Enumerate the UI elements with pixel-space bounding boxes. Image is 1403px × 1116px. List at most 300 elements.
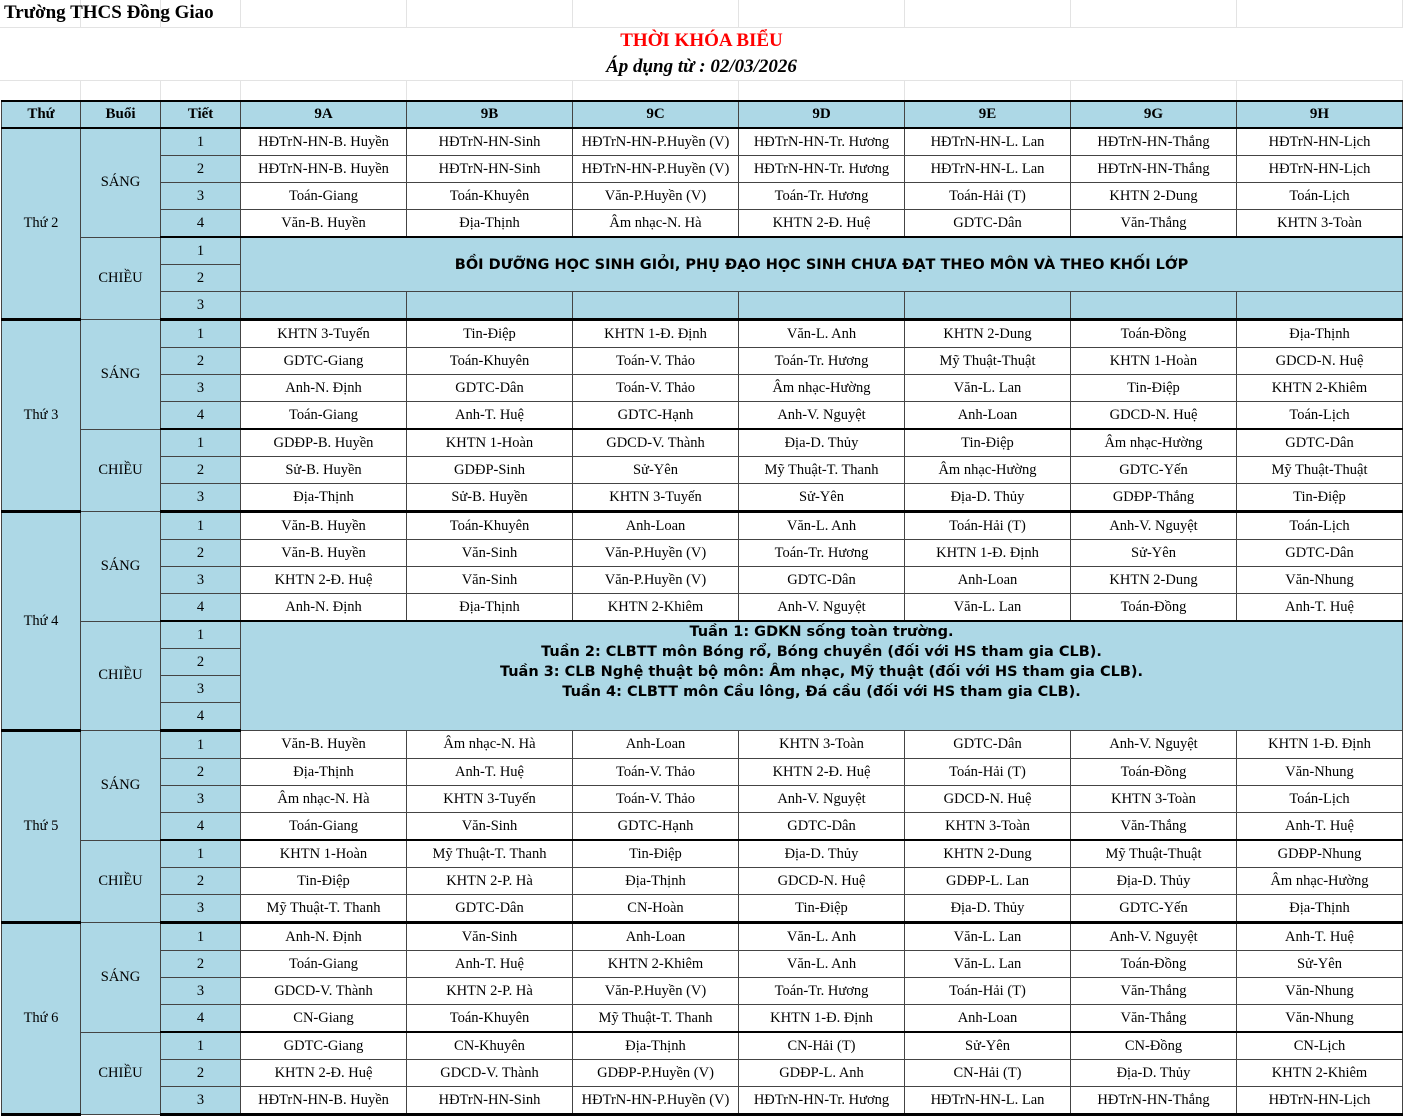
period-number: 3 xyxy=(161,786,241,813)
lesson-cell[interactable]: Anh-V. Nguyệt xyxy=(739,402,905,430)
lesson-cell[interactable]: GDTC-Hạnh xyxy=(573,813,739,841)
period-row xyxy=(2,484,1403,512)
lesson-cell[interactable]: Mỹ Thuật-T. Thanh xyxy=(241,895,407,923)
lesson-cell[interactable]: Tin-Điệp xyxy=(1237,484,1403,512)
lesson-cell[interactable]: GDĐP-Nhung xyxy=(1237,840,1403,868)
period-number: 3 xyxy=(161,1087,241,1115)
period-number: 1 xyxy=(161,1032,241,1060)
lesson-cell[interactable]: Anh-Loan xyxy=(573,512,739,540)
lesson-cell[interactable]: Toán-Giang xyxy=(241,402,407,430)
week-note: Tuần 3: CLB Nghệ thuật bộ môn: Âm nhạc, Mỹ thuật (đối với HS tham gia CLB). xyxy=(499,664,1144,680)
lesson-cell[interactable]: Tin-Điệp xyxy=(905,429,1071,457)
lesson-cell[interactable]: Địa-Thịnh xyxy=(241,484,407,512)
lesson-cell[interactable]: Văn-L. Anh xyxy=(739,320,905,348)
header-class: 9C xyxy=(573,101,739,128)
lesson-cell[interactable]: Toán-Giang xyxy=(241,813,407,841)
lesson-cell[interactable]: HĐTrN-HN-P.Huyền (V) xyxy=(573,1087,739,1115)
period-row xyxy=(2,348,1403,375)
period-row xyxy=(2,1060,1403,1087)
lesson-cell[interactable]: Tin-Điệp xyxy=(739,895,905,923)
lesson-cell[interactable]: Toán-Giang xyxy=(241,951,407,978)
lesson-cell[interactable]: GDCD-N. Huệ xyxy=(739,868,905,895)
lesson-cell[interactable]: Văn-B. Huyền xyxy=(241,512,407,540)
lesson-cell[interactable]: Địa-Thịnh xyxy=(407,210,573,238)
lesson-cell[interactable]: Địa-Thịnh xyxy=(241,759,407,786)
lesson-cell[interactable]: Toán-V. Thảo xyxy=(573,786,739,813)
lesson-cell[interactable]: Toán-Hải (T) xyxy=(905,512,1071,540)
lesson-cell[interactable]: Anh-V. Nguyệt xyxy=(739,594,905,622)
lesson-cell[interactable]: Văn-P.Huyền (V) xyxy=(573,978,739,1005)
lesson-cell[interactable]: KHTN 2-Dung xyxy=(905,840,1071,868)
session-afternoon: CHIỀU xyxy=(81,429,161,512)
lesson-cell[interactable]: GDĐP-P.Huyền (V) xyxy=(573,1060,739,1087)
header-thu: Thứ xyxy=(2,101,81,128)
lesson-cell[interactable]: Toán-Đồng xyxy=(1071,320,1237,348)
lesson-cell[interactable]: CN-Hải (T) xyxy=(739,1032,905,1060)
period-row xyxy=(2,237,1403,265)
lesson-cell[interactable]: CN-Hoàn xyxy=(573,895,739,923)
lesson-cell[interactable]: HĐTrN-HN-Tr. Hương xyxy=(739,156,905,183)
period-row xyxy=(2,1087,1403,1115)
lesson-cell[interactable]: Địa-D. Thủy xyxy=(1071,868,1237,895)
empty-cell xyxy=(407,292,573,320)
lesson-cell[interactable]: KHTN 1-Đ. Định xyxy=(905,540,1071,567)
lesson-cell[interactable]: KHTN 3-Tuyến xyxy=(573,484,739,512)
lesson-cell[interactable]: KHTN 2-Đ. Huệ xyxy=(241,567,407,594)
lesson-cell[interactable]: Toán-Hải (T) xyxy=(905,978,1071,1005)
session-afternoon: CHIỀU xyxy=(81,237,161,320)
lesson-cell[interactable]: HĐTrN-HN-Lịch xyxy=(1237,156,1403,183)
period-number: 2 xyxy=(161,348,241,375)
empty-cell xyxy=(1071,292,1237,320)
lesson-cell[interactable]: Văn-Nhung xyxy=(1237,567,1403,594)
period-number: 1 xyxy=(161,320,241,348)
lesson-cell[interactable]: GDCD-V. Thành xyxy=(573,429,739,457)
lesson-cell[interactable]: HĐTrN-HN-P.Huyền (V) xyxy=(573,128,739,156)
lesson-cell[interactable]: Anh-V. Nguyệt xyxy=(1071,923,1237,951)
period-number: 3 xyxy=(161,484,241,512)
period-row xyxy=(2,621,1403,649)
period-number: 4 xyxy=(161,594,241,622)
lesson-cell[interactable]: CN-Khuyên xyxy=(407,1032,573,1060)
lesson-cell[interactable]: KHTN 3-Toàn xyxy=(905,813,1071,841)
lesson-cell[interactable]: Anh-T. Huệ xyxy=(1237,813,1403,841)
lesson-cell[interactable]: Tin-Điệp xyxy=(1071,375,1237,402)
lesson-cell[interactable]: Địa-Thịnh xyxy=(573,1032,739,1060)
lesson-cell[interactable]: Toán-Giang xyxy=(241,183,407,210)
lesson-cell[interactable]: Sử-Yên xyxy=(1071,540,1237,567)
lesson-cell[interactable]: KHTN 2-Dung xyxy=(905,320,1071,348)
lesson-cell[interactable]: GDĐP-Sinh xyxy=(407,457,573,484)
lesson-cell[interactable]: CN-Hải (T) xyxy=(905,1060,1071,1087)
lesson-cell[interactable]: KHTN 2-Dung xyxy=(1071,183,1237,210)
lesson-cell[interactable]: KHTN 3-Tuyến xyxy=(407,786,573,813)
empty-cell xyxy=(1237,292,1403,320)
period-row xyxy=(2,813,1403,841)
empty-cell xyxy=(241,292,407,320)
lesson-cell[interactable]: Văn-B. Huyền xyxy=(241,731,407,759)
session-afternoon: CHIỀU xyxy=(81,1032,161,1115)
lesson-cell[interactable]: KHTN 2-P. Hà xyxy=(407,868,573,895)
lesson-cell[interactable]: Văn-L. Anh xyxy=(739,923,905,951)
lesson-cell[interactable]: Địa-Thịnh xyxy=(407,594,573,622)
lesson-cell[interactable]: Sử-Yên xyxy=(739,484,905,512)
lesson-cell[interactable]: Toán-Đồng xyxy=(1071,951,1237,978)
lesson-cell[interactable]: Văn-L. Anh xyxy=(739,951,905,978)
header-class: 9H xyxy=(1237,101,1403,128)
lesson-cell[interactable]: Văn-P.Huyền (V) xyxy=(573,540,739,567)
period-number: 2 xyxy=(161,265,241,292)
period-row xyxy=(2,540,1403,567)
lesson-cell[interactable]: KHTN 3-Toàn xyxy=(739,731,905,759)
period-number: 3 xyxy=(161,567,241,594)
lesson-cell[interactable]: KHTN 1-Đ. Định xyxy=(739,1005,905,1033)
lesson-cell[interactable]: Anh-Loan xyxy=(573,923,739,951)
lesson-cell[interactable]: Anh-N. Định xyxy=(241,923,407,951)
lesson-cell[interactable]: Âm nhạc-Hường xyxy=(1237,868,1403,895)
lesson-cell[interactable]: CN-Đồng xyxy=(1071,1032,1237,1060)
afternoon-notes xyxy=(241,621,1403,731)
lesson-cell[interactable]: Văn-Sinh xyxy=(407,540,573,567)
period-row xyxy=(2,1005,1403,1033)
period-number: 1 xyxy=(161,237,241,265)
lesson-cell[interactable]: Anh-T. Huệ xyxy=(1237,594,1403,622)
lesson-cell[interactable]: GDCD-V. Thành xyxy=(241,978,407,1005)
week-note: Tuần 2: CLBTT môn Bóng rổ, Bóng chuyền (đối với HS tham gia CLB). xyxy=(541,644,1102,660)
lesson-cell[interactable]: Mỹ Thuật-T. Thanh xyxy=(573,1005,739,1033)
period-number: 4 xyxy=(161,1005,241,1033)
period-number: 3 xyxy=(161,895,241,923)
lesson-cell[interactable]: Anh-Loan xyxy=(573,731,739,759)
lesson-cell[interactable]: Tin-Điệp xyxy=(573,840,739,868)
lesson-cell[interactable]: Toán-Tr. Hương xyxy=(739,540,905,567)
lesson-cell[interactable]: Anh-T. Huệ xyxy=(407,402,573,430)
lesson-cell[interactable]: KHTN 1-Hoàn xyxy=(1071,348,1237,375)
lesson-cell[interactable]: HĐTrN-HN-B. Huyền xyxy=(241,156,407,183)
lesson-cell[interactable]: GDTC-Dân xyxy=(407,895,573,923)
period-number: 2 xyxy=(161,156,241,183)
lesson-cell[interactable]: HĐTrN-HN-P.Huyền (V) xyxy=(573,156,739,183)
lesson-cell[interactable]: Âm nhạc-N. Hà xyxy=(407,731,573,759)
lesson-cell[interactable]: CN-Lịch xyxy=(1237,1032,1403,1060)
lesson-cell[interactable]: Văn-L. Lan xyxy=(905,375,1071,402)
lesson-cell[interactable]: Toán-Đồng xyxy=(1071,759,1237,786)
lesson-cell[interactable]: Văn-Nhung xyxy=(1237,759,1403,786)
lesson-cell[interactable]: HĐTrN-HN-Lịch xyxy=(1237,1087,1403,1115)
period-row xyxy=(2,840,1403,868)
lesson-cell[interactable]: Toán-Lịch xyxy=(1237,183,1403,210)
day-label: Thứ 6 xyxy=(2,923,81,1115)
lesson-cell[interactable]: Mỹ Thuật-T. Thanh xyxy=(407,840,573,868)
period-row xyxy=(2,978,1403,1005)
lesson-cell[interactable]: Văn-P.Huyền (V) xyxy=(573,183,739,210)
lesson-cell[interactable]: Toán-Tr. Hương xyxy=(739,978,905,1005)
period-row xyxy=(2,951,1403,978)
lesson-cell[interactable]: Văn-L. Lan xyxy=(905,951,1071,978)
period-number: 1 xyxy=(161,128,241,156)
period-row xyxy=(2,567,1403,594)
lesson-cell[interactable]: Anh-Loan xyxy=(905,1005,1071,1033)
lesson-cell[interactable]: KHTN 2-Đ. Huệ xyxy=(241,1060,407,1087)
lesson-cell[interactable]: Toán-V. Thảo xyxy=(573,759,739,786)
lesson-cell[interactable]: GDTC-Giang xyxy=(241,1032,407,1060)
school-name: Trường THCS Đồng Giao xyxy=(4,2,214,23)
lesson-cell[interactable]: Sử-Yên xyxy=(573,457,739,484)
header-tiet: Tiết xyxy=(161,101,241,128)
timetable-body xyxy=(2,128,1403,1115)
lesson-cell[interactable]: Toán-V. Thảo xyxy=(573,375,739,402)
lesson-cell[interactable]: KHTN 2-Đ. Huệ xyxy=(739,210,905,238)
period-row xyxy=(2,183,1403,210)
period-number: 2 xyxy=(161,457,241,484)
lesson-cell[interactable]: Âm nhạc-Hường xyxy=(739,375,905,402)
lesson-cell[interactable]: Văn-L. Lan xyxy=(905,923,1071,951)
period-number: 4 xyxy=(161,402,241,430)
lesson-cell[interactable]: Văn-L. Lan xyxy=(905,594,1071,622)
lesson-cell[interactable]: Âm nhạc-N. Hà xyxy=(573,210,739,238)
lesson-cell[interactable]: Địa-D. Thủy xyxy=(739,840,905,868)
period-row xyxy=(2,923,1403,951)
lesson-cell[interactable]: GDTC-Dân xyxy=(739,813,905,841)
lesson-cell[interactable]: Văn-Sinh xyxy=(407,567,573,594)
lesson-cell[interactable]: Sử-Yên xyxy=(1237,951,1403,978)
lesson-cell[interactable]: HĐTrN-HN-Sinh xyxy=(407,128,573,156)
period-number: 2 xyxy=(161,951,241,978)
period-number: 1 xyxy=(161,923,241,951)
lesson-cell[interactable]: HĐTrN-HN-B. Huyền xyxy=(241,128,407,156)
lesson-cell[interactable]: GDTC-Dân xyxy=(1237,429,1403,457)
lesson-cell[interactable]: Anh-Loan xyxy=(905,402,1071,430)
lesson-cell[interactable]: Anh-V. Nguyệt xyxy=(1071,731,1237,759)
lesson-cell[interactable]: GDTC-Yến xyxy=(1071,895,1237,923)
afternoon-note: BỒI DƯỠNG HỌC SINH GIỎI, PHỤ ĐẠO HỌC SINH CHƯA ĐẠT THEO MÔN VÀ THEO KHỐI LỚP xyxy=(241,237,1403,292)
period-row xyxy=(2,292,1403,320)
lesson-cell[interactable]: KHTN 3-Toàn xyxy=(1071,786,1237,813)
header-class: 9D xyxy=(739,101,905,128)
lesson-cell[interactable]: Tin-Điệp xyxy=(241,868,407,895)
period-row xyxy=(2,759,1403,786)
lesson-cell[interactable]: Văn-Thắng xyxy=(1071,813,1237,841)
lesson-cell[interactable]: CN-Giang xyxy=(241,1005,407,1033)
lesson-cell[interactable]: Toán-Khuyên xyxy=(407,348,573,375)
lesson-cell[interactable]: GDTC-Giang xyxy=(241,348,407,375)
lesson-cell[interactable]: Anh-N. Định xyxy=(241,594,407,622)
period-row xyxy=(2,786,1403,813)
lesson-cell[interactable]: HĐTrN-HN-L. Lan xyxy=(905,128,1071,156)
header-class: 9A xyxy=(241,101,407,128)
lesson-cell[interactable]: KHTN 1-Hoàn xyxy=(407,429,573,457)
period-number: 3 xyxy=(161,375,241,402)
lesson-cell[interactable]: HĐTrN-HN-L. Lan xyxy=(905,1087,1071,1115)
lesson-cell[interactable]: HĐTrN-HN-Sinh xyxy=(407,1087,573,1115)
lesson-cell[interactable]: Sử-B. Huyền xyxy=(407,484,573,512)
period-number: 1 xyxy=(161,429,241,457)
lesson-cell[interactable]: Âm nhạc-N. Hà xyxy=(241,786,407,813)
period-number: 2 xyxy=(161,540,241,567)
lesson-cell[interactable]: Văn-L. Anh xyxy=(739,512,905,540)
lesson-cell[interactable]: Mỹ Thuật-Thuật xyxy=(1237,457,1403,484)
lesson-cell[interactable]: GDCD-N. Huệ xyxy=(1071,402,1237,430)
lesson-cell[interactable]: HĐTrN-HN-Thắng xyxy=(1071,128,1237,156)
session-afternoon: CHIỀU xyxy=(81,840,161,923)
period-row xyxy=(2,895,1403,923)
lesson-cell[interactable]: Toán-Đồng xyxy=(1071,594,1237,622)
lesson-cell[interactable]: HĐTrN-HN-B. Huyền xyxy=(241,1087,407,1115)
period-number: 3 xyxy=(161,676,241,703)
lesson-cell[interactable]: Anh-T. Huệ xyxy=(1237,923,1403,951)
empty-cell xyxy=(905,292,1071,320)
period-row xyxy=(2,320,1403,348)
lesson-cell[interactable]: KHTN 2-Khiêm xyxy=(1237,375,1403,402)
timetable-title: THỜI KHÓA BIỂU xyxy=(620,30,783,51)
header-buoi: Buổi xyxy=(81,101,161,128)
lesson-cell[interactable]: HĐTrN-HN-Sinh xyxy=(407,156,573,183)
lesson-cell[interactable]: GDTC-Hạnh xyxy=(573,402,739,430)
lesson-cell[interactable]: GDĐP-L. Anh xyxy=(739,1060,905,1087)
period-row xyxy=(2,156,1403,183)
week-note: Tuần 4: CLBTT môn Cầu lông, Đá cầu (đối với HS tham gia CLB). xyxy=(562,684,1081,700)
lesson-cell[interactable]: Địa-Thịnh xyxy=(1237,895,1403,923)
lesson-cell[interactable]: Sử-B. Huyền xyxy=(241,457,407,484)
lesson-cell[interactable]: HĐTrN-HN-Tr. Hương xyxy=(739,1087,905,1115)
week-note: Tuần 1: GDKN sống toàn trường. xyxy=(689,624,954,640)
period-row xyxy=(2,402,1403,430)
period-row xyxy=(2,429,1403,457)
period-row xyxy=(2,128,1403,156)
lesson-cell[interactable]: GDTC-Dân xyxy=(739,567,905,594)
lesson-cell[interactable]: GDTC-Dân xyxy=(1237,540,1403,567)
lesson-cell[interactable]: Văn-P.Huyền (V) xyxy=(573,567,739,594)
period-row xyxy=(2,512,1403,540)
lesson-cell[interactable]: GDTC-Dân xyxy=(905,210,1071,238)
period-row xyxy=(2,868,1403,895)
lesson-cell[interactable]: Văn-B. Huyền xyxy=(241,540,407,567)
lesson-cell[interactable]: GDĐP-Thắng xyxy=(1071,484,1237,512)
lesson-cell[interactable]: GDĐP-L. Lan xyxy=(905,868,1071,895)
period-number: 3 xyxy=(161,292,241,320)
lesson-cell[interactable]: HĐTrN-HN-Thắng xyxy=(1071,1087,1237,1115)
lesson-cell[interactable]: Tin-Điệp xyxy=(407,320,573,348)
lesson-cell[interactable]: Văn-Thắng xyxy=(1071,1005,1237,1033)
period-number: 3 xyxy=(161,183,241,210)
lesson-cell[interactable]: GDCD-N. Huệ xyxy=(1237,348,1403,375)
period-number: 2 xyxy=(161,649,241,676)
period-number: 4 xyxy=(161,210,241,238)
session-afternoon: CHIỀU xyxy=(81,621,161,731)
lesson-cell[interactable]: Toán-Lịch xyxy=(1237,786,1403,813)
lesson-cell[interactable]: KHTN 2-Đ. Huệ xyxy=(739,759,905,786)
lesson-cell[interactable]: KHTN 2-Khiêm xyxy=(1237,1060,1403,1087)
lesson-cell[interactable]: GDTC-Dân xyxy=(905,731,1071,759)
lesson-cell[interactable]: GDTC-Yến xyxy=(1071,457,1237,484)
lesson-cell[interactable]: GDTC-Dân xyxy=(407,375,573,402)
lesson-cell[interactable]: Địa-D. Thủy xyxy=(905,895,1071,923)
period-number: 2 xyxy=(161,868,241,895)
lesson-cell[interactable]: Sử-Yên xyxy=(905,1032,1071,1060)
lesson-cell[interactable]: HĐTrN-HN-L. Lan xyxy=(905,156,1071,183)
lesson-cell[interactable]: KHTN 1-Đ. Định xyxy=(573,320,739,348)
lesson-cell[interactable]: Mỹ Thuật-Thuật xyxy=(1071,840,1237,868)
lesson-cell[interactable]: Mỹ Thuật-Thuật xyxy=(905,348,1071,375)
header-class: 9B xyxy=(407,101,573,128)
lesson-cell[interactable]: Toán-Lịch xyxy=(1237,512,1403,540)
lesson-cell[interactable]: Anh-V. Nguyệt xyxy=(739,786,905,813)
lesson-cell[interactable]: KHTN 3-Toàn xyxy=(1237,210,1403,238)
session-morning: SÁNG xyxy=(81,923,161,1033)
period-number: 1 xyxy=(161,621,241,649)
header-class: 9E xyxy=(905,101,1071,128)
lesson-cell[interactable]: Toán-Lịch xyxy=(1237,402,1403,430)
lesson-cell[interactable]: Địa-D. Thủy xyxy=(739,429,905,457)
header-row xyxy=(2,101,1403,128)
lesson-cell[interactable]: KHTN 2-Dung xyxy=(1071,567,1237,594)
lesson-cell[interactable]: HĐTrN-HN-Thắng xyxy=(1071,156,1237,183)
lesson-cell[interactable]: Âm nhạc-Hường xyxy=(1071,429,1237,457)
lesson-cell[interactable]: GDCD-N. Huệ xyxy=(905,786,1071,813)
lesson-cell[interactable]: KHTN 2-Khiêm xyxy=(573,951,739,978)
period-number: 2 xyxy=(161,1060,241,1087)
lesson-cell[interactable]: Văn-Nhung xyxy=(1237,978,1403,1005)
lesson-cell[interactable]: Văn-Sinh xyxy=(407,923,573,951)
lesson-cell[interactable]: Địa-D. Thủy xyxy=(905,484,1071,512)
period-number: 1 xyxy=(161,512,241,540)
lesson-cell[interactable]: Toán-Tr. Hương xyxy=(739,348,905,375)
lesson-cell[interactable]: Toán-Khuyên xyxy=(407,1005,573,1033)
lesson-cell[interactable]: Toán-Khuyên xyxy=(407,183,573,210)
day-label: Thứ 5 xyxy=(2,731,81,923)
lesson-cell[interactable]: Âm nhạc-Hường xyxy=(905,457,1071,484)
lesson-cell[interactable]: Anh-T. Huệ xyxy=(407,951,573,978)
lesson-cell[interactable]: GDĐP-B. Huyền xyxy=(241,429,407,457)
day-label: Thứ 3 xyxy=(2,320,81,512)
lesson-cell[interactable]: KHTN 1-Đ. Định xyxy=(1237,731,1403,759)
lesson-cell[interactable]: KHTN 2-Khiêm xyxy=(573,594,739,622)
lesson-cell[interactable]: Văn-B. Huyền xyxy=(241,210,407,238)
lesson-cell[interactable]: Văn-Sinh xyxy=(407,813,573,841)
lesson-cell[interactable]: Văn-Thắng xyxy=(1071,210,1237,238)
header-class: 9G xyxy=(1071,101,1237,128)
lesson-cell[interactable]: Toán-Tr. Hương xyxy=(739,183,905,210)
lesson-cell[interactable]: GDCD-V. Thành xyxy=(407,1060,573,1087)
grid-line xyxy=(0,80,1403,81)
session-morning: SÁNG xyxy=(81,320,161,430)
lesson-cell[interactable]: Địa-D. Thủy xyxy=(1071,1060,1237,1087)
applied-date: Áp dụng từ : 02/03/2026 xyxy=(606,56,797,77)
lesson-cell[interactable]: HĐTrN-HN-Lịch xyxy=(1237,128,1403,156)
lesson-cell[interactable]: Toán-Khuyên xyxy=(407,512,573,540)
session-morning: SÁNG xyxy=(81,512,161,622)
lesson-cell[interactable]: KHTN 1-Hoàn xyxy=(241,840,407,868)
lesson-cell[interactable]: Văn-Thắng xyxy=(1071,978,1237,1005)
lesson-cell[interactable]: Anh-N. Định xyxy=(241,375,407,402)
lesson-cell[interactable]: Địa-Thịnh xyxy=(1237,320,1403,348)
lesson-cell[interactable]: KHTN 3-Tuyến xyxy=(241,320,407,348)
period-number: 3 xyxy=(161,978,241,1005)
period-number: 4 xyxy=(161,813,241,841)
lesson-cell[interactable]: Địa-Thịnh xyxy=(573,868,739,895)
lesson-cell[interactable]: Anh-Loan xyxy=(905,567,1071,594)
lesson-cell[interactable]: Toán-V. Thảo xyxy=(573,348,739,375)
lesson-cell[interactable]: Anh-T. Huệ xyxy=(407,759,573,786)
lesson-cell[interactable]: Văn-Nhung xyxy=(1237,1005,1403,1033)
lesson-cell[interactable]: HĐTrN-HN-Tr. Hương xyxy=(739,128,905,156)
lesson-cell[interactable]: Toán-Hải (T) xyxy=(905,759,1071,786)
lesson-cell[interactable]: Mỹ Thuật-T. Thanh xyxy=(739,457,905,484)
empty-cell xyxy=(739,292,905,320)
lesson-cell[interactable]: Anh-V. Nguyệt xyxy=(1071,512,1237,540)
lesson-cell[interactable]: Toán-Hải (T) xyxy=(905,183,1071,210)
lesson-cell[interactable]: KHTN 2-P. Hà xyxy=(407,978,573,1005)
